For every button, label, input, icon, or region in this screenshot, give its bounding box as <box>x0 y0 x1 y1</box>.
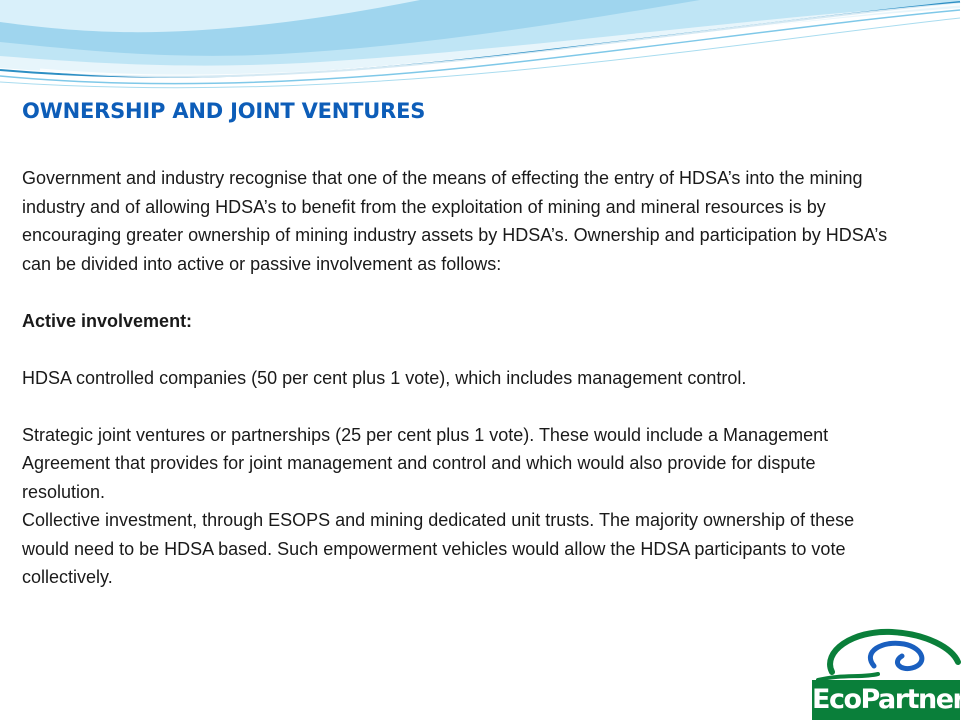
ecopartners-logo <box>812 622 979 720</box>
point-collective-investment: Collective investment, through ESOPS and mining dedicated unit trusts. The majority ownership of these would need to be HDSA based. Such empowerment vehicles would allow the HDSA participants to vote collectively. <box>22 510 855 587</box>
header-wave-decoration <box>0 0 960 100</box>
slide-body <box>22 164 902 592</box>
logo-wordmark: EcoPartners <box>812 680 960 720</box>
slide-title: OWNERSHIP AND JOINT VENTURES <box>22 99 426 123</box>
logo-swirl-icon <box>812 622 960 684</box>
section-heading: Active involvement: <box>22 310 193 331</box>
point-controlled-companies: HDSA controlled companies (50 per cent plus 1 vote), which includes management control. <box>22 367 747 388</box>
intro-paragraph: Government and industry recognise that one of the means of effecting the entry of HDSA’s into the mining industry and of allowing HDSA’s to benefit from the exploitation of mining and mineral resources is by encouraging greater ownership of mining industry assets by HDSA’s. Ownership and participation by HDSA’s can be divided into active or passive involvement as follows: <box>22 168 888 274</box>
point-joint-ventures: Strategic joint ventures or partnerships (25 per cent plus 1 vote). These would include a Management Agreement that provides for joint management and control and which would also provide for dispute resolution. <box>22 424 829 502</box>
